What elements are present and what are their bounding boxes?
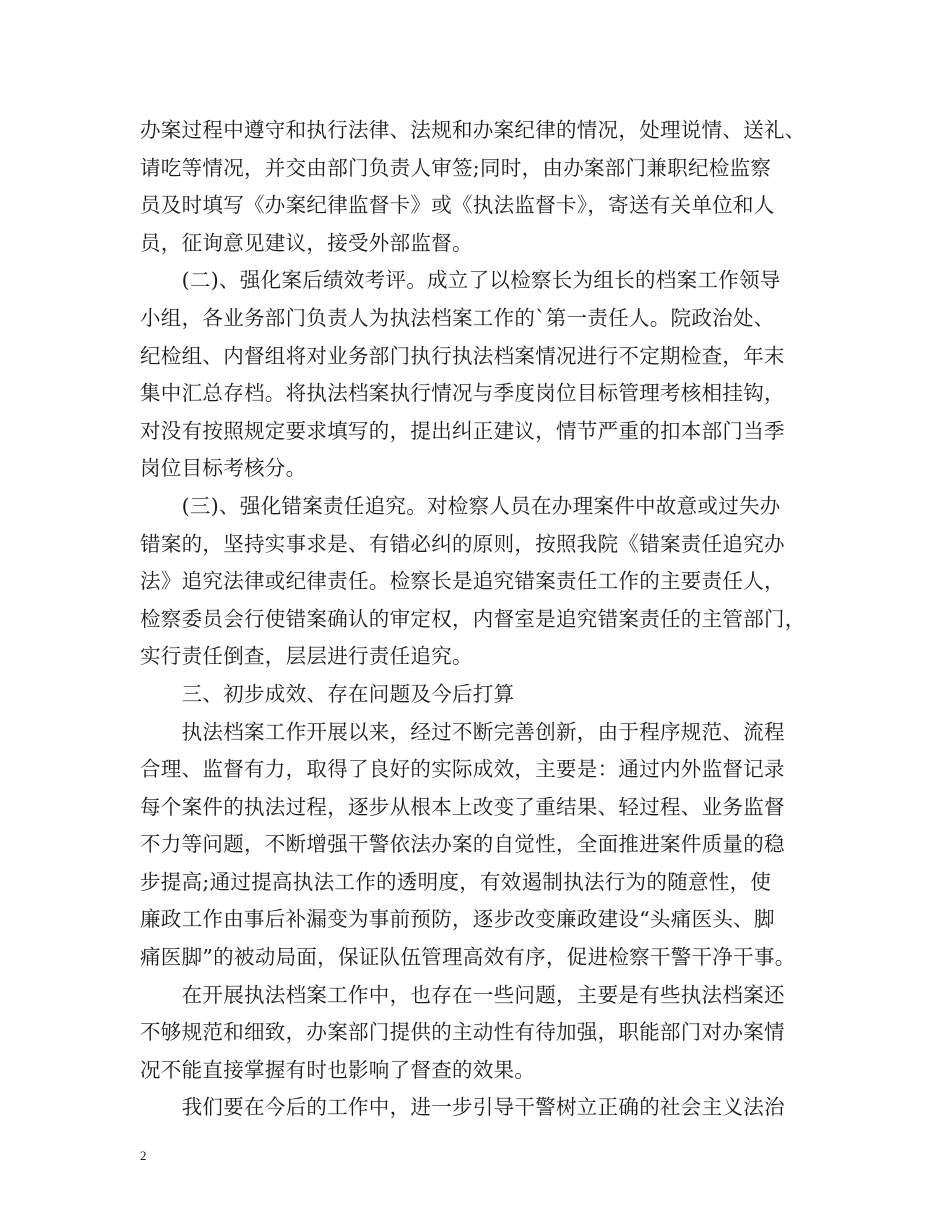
text-line: 对没有按照规定要求填写的，提出纠正建议，情节严重的扣本部门当季 <box>140 418 785 443</box>
text-line: 合理、监督有力，取得了良好的实际成效，主要是：通过内外监督记录 <box>140 757 785 782</box>
section-heading: 三、初步成效、存在问题及今后打算 <box>140 681 515 706</box>
text-line: 请吃等情况，并交由部门负责人审签;同时，由办案部门兼职纪检监察 <box>140 155 772 180</box>
text-line: 员及时填写《办案纪律监督卡》或《执法监督卡》，寄送有关单位和人 <box>140 193 775 218</box>
text-line: 我们要在今后的工作中，进一步引导干警树立正确的社会主义法治 <box>140 1095 785 1120</box>
text-line: 廉政工作由事后补漏变为事前预防，逐步改变廉政建设“头痛医头、脚 <box>140 907 775 932</box>
text-line: 岗位目标考核分。 <box>140 456 307 481</box>
text-line: 步提高;通过提高执法工作的透明度，有效遏制执法行为的随意性，使 <box>140 869 772 894</box>
text-line: (二)、强化案后绩效考评。成立了以检察长为组长的档案工作领导 <box>140 268 781 293</box>
text-line: 小组，各业务部门负责人为执法档案工作的`第一责任人。院政治处、 <box>140 305 775 330</box>
text-line: 执法档案工作开展以来，经过不断完善创新，由于程序规范、流程 <box>140 719 785 744</box>
text-line: 不够规范和细致，办案部门提供的主动性有待加强，职能部门对办案情 <box>140 1020 785 1045</box>
text-line: 错案的，坚持实事求是、有错必纠的原则，按照我院《错案责任追究办 <box>140 531 785 556</box>
text-line: 办案过程中遵守和执行法律、法规和办案纪律的情况，处理说情、送礼、 <box>140 118 806 142</box>
text-line: 实行责任倒查，层层进行责任追究。 <box>140 644 473 669</box>
document-body <box>140 112 820 1127</box>
page-number: 2 <box>140 1148 147 1163</box>
text-line: 检察委员会行使错案确认的审定权，内督室是追究错案责任的主管部门， <box>140 606 806 631</box>
text-line: 纪检组、内督组将对业务部门执行执法档案情况进行不定期检查，年末 <box>140 343 785 368</box>
text-line: 集中汇总存档。将执法档案执行情况与季度岗位目标管理考核相挂钩， <box>140 381 785 406</box>
text-line: (三)、强化错案责任追究。对检察人员在办理案件中故意或过失办 <box>140 493 781 518</box>
text-line: 痛医脚”的被动局面，保证队伍管理高效有序，促进检察干警干净干事。 <box>140 945 796 970</box>
text-line: 员，征询意见建议，接受外部监督。 <box>140 230 473 255</box>
text-line: 在开展执法档案工作中，也存在一些问题，主要是有些执法档案还 <box>140 982 785 1007</box>
text-line: 不力等问题，不断增强干警依法办案的自觉性，全面推进案件质量的稳 <box>140 832 785 857</box>
text-line: 况不能直接掌握有时也影响了督查的效果。 <box>140 1057 536 1082</box>
text-line: 每个案件的执法过程，逐步从根本上改变了重结果、轻过程、业务监督 <box>140 794 785 819</box>
text-line: 法》追究法律或纪律责任。检察长是追究错案责任工作的主要责任人， <box>140 569 785 594</box>
